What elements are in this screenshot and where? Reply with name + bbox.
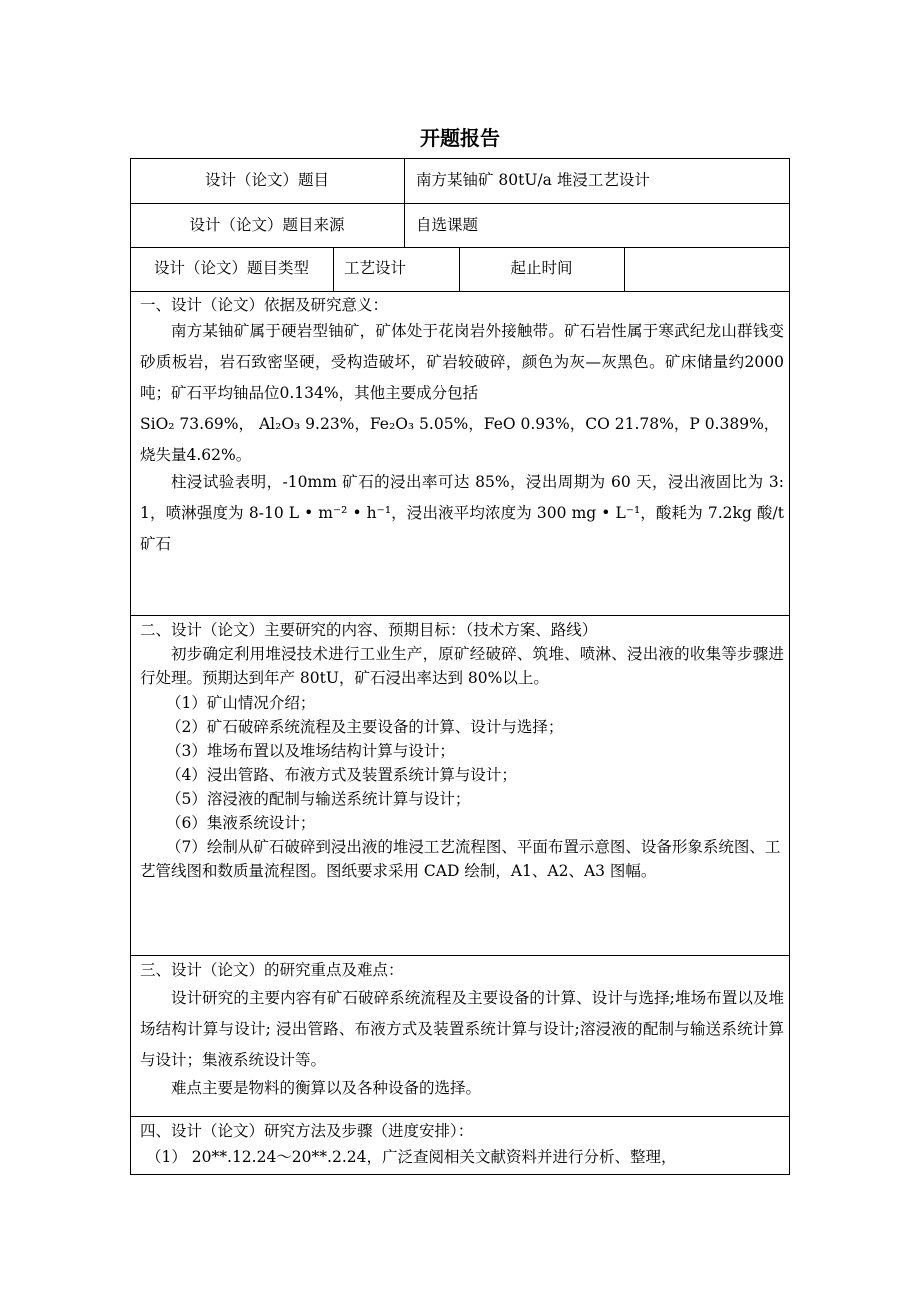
table-divider: [624, 247, 625, 291]
section3-paragraph-2: 难点主要是物料的衡算以及各种设备的选择。: [171, 1079, 482, 1097]
section1-paragraph-2: 柱浸试验表明，-10mm 矿石的浸出率可达 85%，浸出周期为 60 天，浸出液固比为 3:1，喷淋强度为 8-10 L • m⁻² • h⁻¹，浸出液平均浓度为 300 mg • L⁻¹，酸耗为 7.2kg 酸/t 矿石: [140, 473, 784, 553]
list-item: （2）矿石破碎系统流程及主要设备的计算、设计与选择；: [166, 718, 564, 736]
list-item: （1）矿山情况介绍；: [166, 694, 316, 712]
type-label: 设计（论文）题目类型: [153, 259, 309, 277]
table-border-left: [130, 158, 131, 1175]
section3-heading: 三、设计（论文）的研究重点及难点：: [140, 961, 404, 979]
topic-value: 南方某铀矿 80tU/a 堆浸工艺设计: [416, 171, 650, 189]
table-rule: [130, 247, 790, 248]
table-rule: [130, 203, 790, 204]
list-item: （6）集液系统设计；: [166, 814, 316, 832]
section4-line: （1） 20**.12.24～20**.2.24，广泛查阅相关文献资料并进行分析、整理，: [146, 1148, 677, 1166]
section1-paragraph: 南方某铀矿属于硬岩型铀矿，矿体处于花岗岩外接触带。矿石岩性属于寒武纪龙山群钱变砂质板岩，岩石致密坚硬，受构造破坏，矿岩较破碎，颜色为灰—灰黑色。矿床储量约2000吨；矿石平均铀品位0.134%，其他主要成分包括: [140, 322, 784, 402]
section1-chem-line: SiO₂ 73.69%， Al₂O₃ 9.23%，Fe₂O₃ 5.05%，FeO 0.93%，CO 21.78%，P 0.389%，: [140, 415, 780, 433]
period-label: 起止时间: [510, 259, 573, 277]
table-divider: [333, 247, 334, 291]
list-item: （7）绘制从矿石破碎到浸出液的堆浸工艺流程图、平面布置示意图、设备形象系统图、工艺管线图和数质量流程图。图纸要求采用 CAD 绘制，A1、A2、A3 图幅。: [140, 838, 781, 880]
section2-intro: 初步确定利用堆浸技术进行工业生产，原矿经破碎、筑堆、喷淋、浸出液的收集等步骤进行处理。预期达到年产 80tU，矿石浸出率达到 80%以上。: [140, 645, 784, 687]
page-title: 开题报告: [420, 126, 500, 150]
table-rule: [130, 955, 790, 956]
table-divider: [404, 158, 405, 247]
section4-heading: 四、设计（论文）研究方法及步骤（进度安排）：: [140, 1122, 474, 1140]
list-item: （5）溶浸液的配制与输送系统计算与设计；: [166, 790, 471, 808]
type-value: 工艺设计: [344, 259, 407, 277]
table-rule: [130, 1116, 790, 1117]
list-item: （4）浸出管路、布液方式及装置系统计算与设计；: [166, 766, 517, 784]
topic-label: 设计（论文）题目: [204, 171, 329, 189]
source-label: 设计（论文）题目来源: [189, 216, 345, 234]
section1-chem-tail: 烧失量4.62%。: [140, 446, 252, 464]
table-border-top: [130, 158, 790, 159]
section3-paragraph: 设计研究的主要内容有矿石破碎系统流程及主要设备的计算、设计与选择;堆场布置以及堆场结构计算与设计; 浸出管路、布液方式及装置系统计算与设计;溶浸液的配制与输送系统计算与设计；集液系统设计等。: [140, 989, 784, 1069]
table-rule: [130, 615, 790, 616]
section2-heading: 二、设计（论文）主要研究的内容、预期目标：（技术方案、路线）: [140, 621, 598, 639]
proposal-form: [130, 158, 790, 1175]
source-value: 自选课题: [416, 216, 479, 234]
table-border-right: [789, 158, 790, 1175]
section1-heading: 一、设计（论文）依据及研究意义：: [140, 296, 389, 314]
table-border-bottom: [130, 1174, 790, 1175]
list-item: （3）堆场布置以及堆场结构计算与设计；: [166, 742, 455, 760]
table-rule: [130, 291, 790, 292]
